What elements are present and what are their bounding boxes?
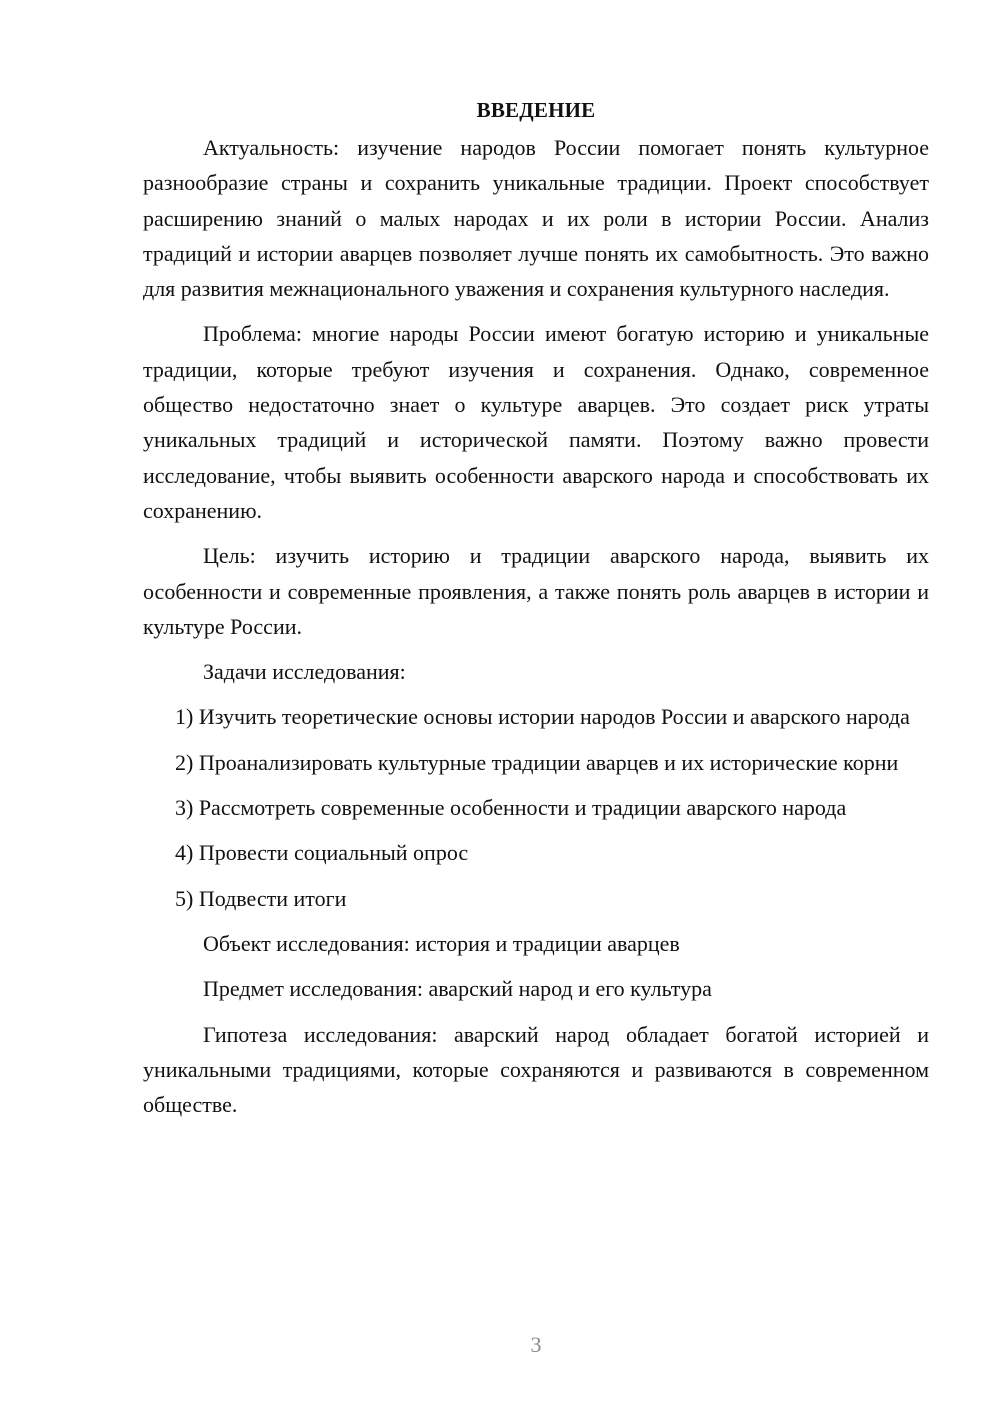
task-item-3: 3) Рассмотреть современные особенности и традиции аварского народа <box>175 795 847 821</box>
section-heading: ВВЕДЕНИЕ <box>476 98 596 122</box>
relevance-paragraph: Актуальность: изучение народов России помогает понять культурное разнообразие страны и сохранить уникальные традиции. Проект способствует расширению знаний о малых народах и их роли в истории России. Анализ традиций и истории аварцев позволяет лучше понять их самобытность. Это важно для развития межнационального уважения и сохранения культурного наследия. <box>143 135 929 302</box>
hypothesis-paragraph: Гипотеза исследования: аварский народ обладает богатой историей и уникальными традициями, которые сохраняются и развиваются в современном обществе. <box>143 1021 929 1118</box>
task-item-1: 1) Изучить теоретические основы истории народов России и аварского народа <box>175 704 910 730</box>
page-number: 3 <box>530 1332 542 1357</box>
page-content <box>143 92 929 1122</box>
object-paragraph: Объект исследования: история и традиции аварцев <box>203 930 680 956</box>
problem-paragraph: Проблема: многие народы России имеют богатую историю и уникальные традиции, которые требуют изучения и сохранения. Однако, современное общество недостаточно знает о культуре аварцев. Это создает риск утраты уникальных традиций и исторической памяти. Поэтому важно провести исследование, чтобы выявить особенности аварского народа и способствовать их сохранению. <box>143 321 929 523</box>
task-item-2: 2) Проанализировать культурные традиции аварцев и их исторические корни <box>175 749 899 775</box>
tasks-heading: Задачи исследования: <box>203 659 406 685</box>
task-item-5: 5) Подвести итоги <box>175 885 347 911</box>
subject-paragraph: Предмет исследования: аварский народ и его культура <box>203 976 712 1002</box>
goal-paragraph: Цель: изучить историю и традиции аварского народа, выявить их особенности и современные проявления, а также понять роль аварцев в истории и культуре России. <box>143 543 929 639</box>
task-item-4: 4) Провести социальный опрос <box>175 840 469 866</box>
